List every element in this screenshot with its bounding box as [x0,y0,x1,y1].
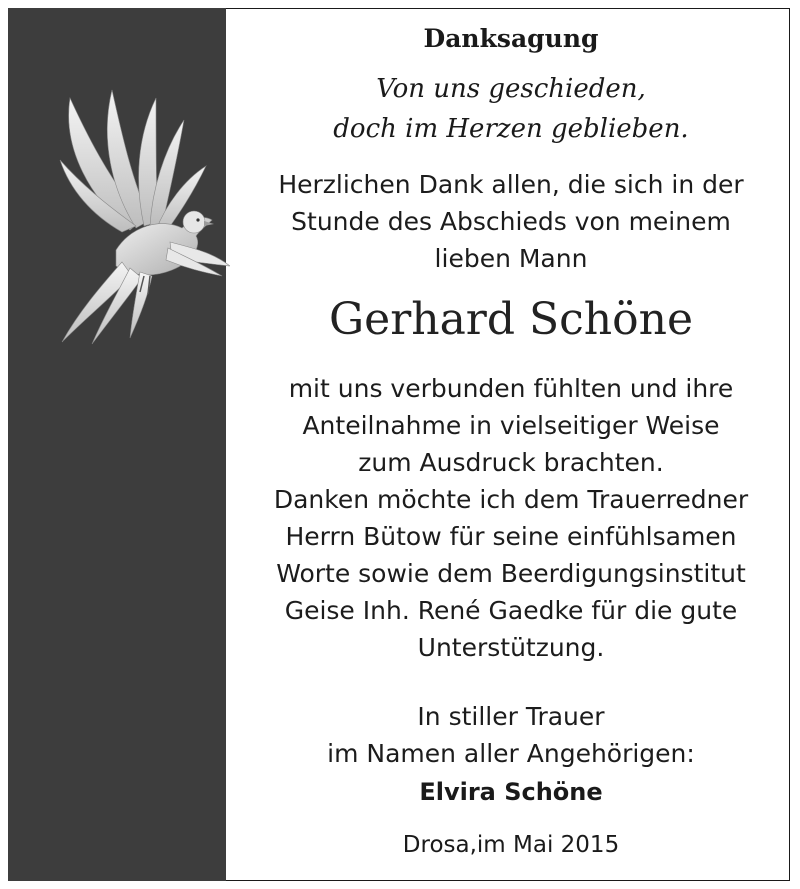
intro-line-1: Herzlichen Dank allen, die sich in der [278,170,744,199]
notice-content [232,8,790,881]
place-date: Drosa,im Mai 2015 [402,832,620,858]
intro-line-2: Stunde des Abschieds von meinem [291,207,731,236]
body-line-3: zum Ausdruck brachten. [358,448,664,477]
body-line-2: Anteilnahme in vielseitiger Weise [302,411,720,440]
body-line-8: Unterstützung. [417,633,605,662]
intro-line-3: lieben Mann [434,244,588,273]
body-line-1: mit uns verbunden fühlten und ihre [288,374,734,403]
motto-line-2: doch im Herzen geblieben. [333,114,689,144]
closing-line-2: im Namen aller Angehörigen: [327,739,695,768]
notice-heading: Danksagung [423,24,599,53]
body-line-6: Worte sowie dem Beerdigungsinstitut [276,559,746,588]
signature: Elvira Schöne [419,778,603,806]
deceased-name: Gerhard Schöne [329,294,693,345]
body-line-5: Herrn Bütow für seine einfühlsamen [285,522,737,551]
body-line-4: Danken möchte ich dem Trauerredner [273,485,749,514]
closing-line-1: In stiller Trauer [417,702,605,731]
dove-icon [52,80,230,345]
body-line-7: Geise Inh. René Gaedke für die gute [284,596,738,625]
motto-line-1: Von uns geschieden, [376,74,646,104]
